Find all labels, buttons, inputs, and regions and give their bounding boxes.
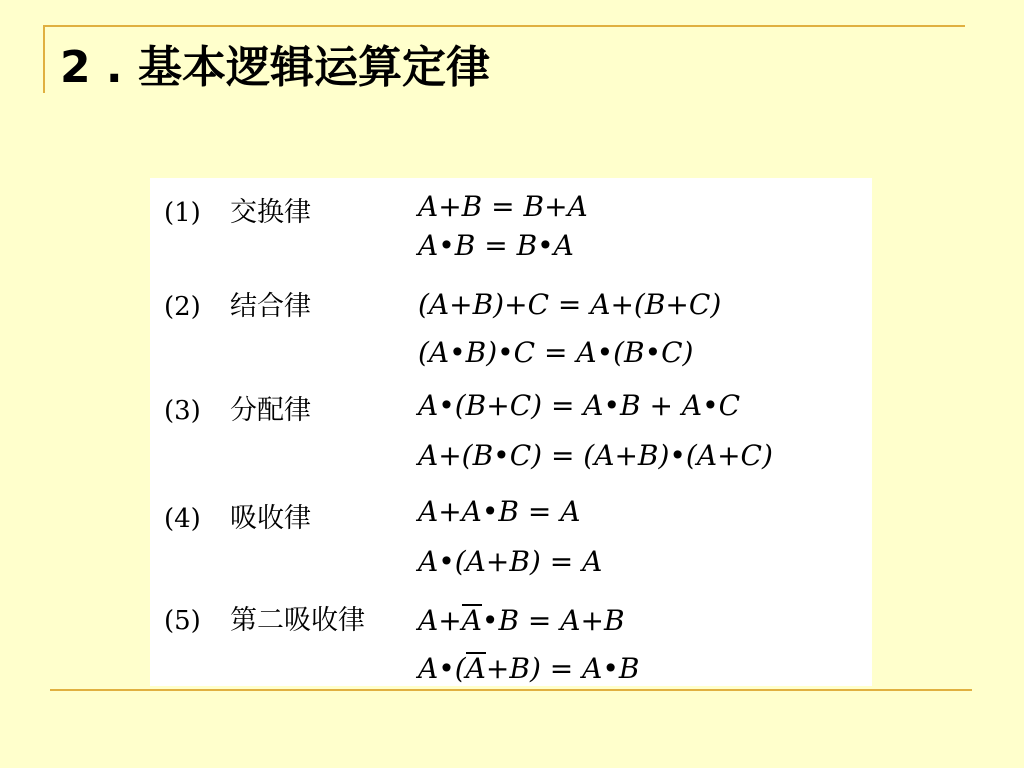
slide-title: 2 . 基本逻辑运算定律 <box>60 42 490 93</box>
law-label <box>164 190 311 229</box>
law-label <box>164 284 311 323</box>
bottom-rule <box>50 689 972 691</box>
negated-variable: A <box>465 652 486 685</box>
formula: A+(B•C) = (A+B)•(A+C) <box>418 439 773 472</box>
law-number: (4) <box>164 504 201 534</box>
formula-part: A+ <box>418 604 462 637</box>
formula-overbar <box>418 604 625 635</box>
formula-part: •B = A+B <box>481 604 625 637</box>
laws-panel <box>150 178 872 686</box>
law-name: 交换律 <box>230 197 311 228</box>
formula: A•(B+C) = A•B + A•C <box>418 389 741 422</box>
formula: A•B = B•A <box>418 229 574 262</box>
formula-overbar <box>418 652 639 683</box>
left-rule <box>43 25 45 93</box>
formula: A•(A+B) = A <box>418 545 603 578</box>
law-name: 分配律 <box>230 395 311 426</box>
law-name: 第二吸收律 <box>230 605 365 636</box>
law-name: 结合律 <box>230 291 311 322</box>
law-number: (3) <box>164 396 201 426</box>
law-label <box>164 388 311 427</box>
law-number: (2) <box>164 292 201 322</box>
law-label <box>164 598 365 637</box>
negated-variable: A <box>461 604 482 637</box>
formula: A+A•B = A <box>418 495 581 528</box>
top-rule <box>43 25 965 27</box>
formula-part: A•( <box>418 652 466 685</box>
formula: A+B = B+A <box>418 190 588 223</box>
law-number: (5) <box>164 606 201 636</box>
formula: (A+B)+C = A+(B+C) <box>418 288 722 321</box>
law-name: 吸收律 <box>230 503 311 534</box>
law-number: (1) <box>164 198 201 228</box>
law-label <box>164 496 311 535</box>
formula: (A•B)•C = A•(B•C) <box>418 336 694 369</box>
formula-part: +B) = A•B <box>485 652 640 685</box>
